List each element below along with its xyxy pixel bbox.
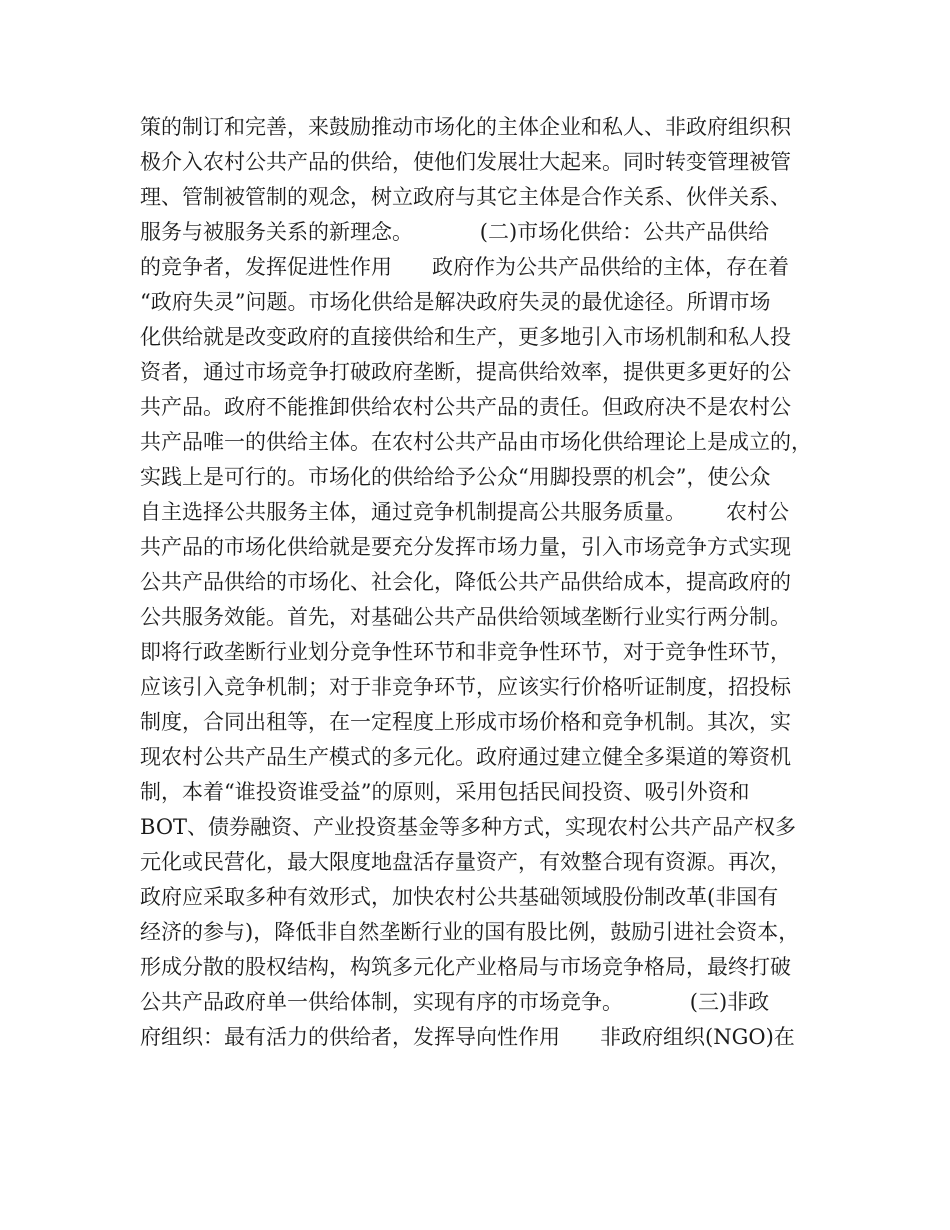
text-line: 服务与被服务关系的新理念。 (二)市场化供给：公共产品供给 [140, 220, 770, 244]
text-line: 应该引入竞争机制；对于非竞争环节，应该实行价格听证制度，招投标 [140, 675, 791, 699]
text-line: 化供给就是改变政府的直接供给和生产，更多地引入市场机制和私人投 [140, 325, 791, 349]
text-line: “政府失灵”问题。市场化供给是解决政府失灵的最优途径。所谓市场 [140, 290, 771, 314]
text-line: 资者，通过市场竞争打破政府垄断，提高供给效率，提供更多更好的公 [140, 360, 791, 384]
text-line: 自主选择公共服务主体，通过竞争机制提高公共服务质量。 农村公 [140, 500, 790, 524]
text-line: 理、管制被管制的观念，树立政府与其它主体是合作关系、伙伴关系、 [140, 185, 791, 209]
text-line: 的竞争者，发挥促进性作用 政府作为公共产品供给的主体，存在着 [140, 255, 790, 279]
text-line: 即将行政垄断行业划分竞争性环节和非竞争性环节，对于竞争性环节， [140, 640, 791, 664]
text-line: 元化或民营化，最大限度地盘活存量资产，有效整合现有资源。再次， [140, 850, 791, 874]
text-line: 共产品唯一的供给主体。在农村公共产品由市场化供给理论上是成立的， [140, 430, 812, 454]
text-line: 极介入农村公共产品的供给，使他们发展壮大起来。同时转变管理被管 [140, 150, 791, 174]
text-line: 政府应采取多种有效形式，加快农村公共基础领域股份制改革(非国有 [140, 885, 779, 909]
text-line: 形成分散的股权结构，构筑多元化产业格局与市场竞争格局，最终打破 [140, 955, 791, 979]
text-line: 公共产品政府单一供给体制，实现有序的市场竞争。 (三)非政 [140, 990, 770, 1014]
text-line: 公共产品供给的市场化、社会化，降低公共产品供给成本，提高政府的 [140, 570, 791, 594]
text-line: 公共服务效能。首先，对基础公共产品供给领域垄断行业实行两分制。 [140, 605, 791, 629]
text-line: 制度，合同出租等，在一定程度上形成市场价格和竞争机制。其次，实 [140, 710, 791, 734]
body-text [140, 110, 830, 1055]
text-line: 共产品。政府不能推卸供给农村公共产品的责任。但政府决不是农村公 [140, 395, 791, 419]
text-line: 共产品的市场化供给就是要充分发挥市场力量，引入市场竞争方式实现 [140, 535, 791, 559]
text-line: 府组织：最有活力的供给者，发挥导向性作用 非政府组织(NGO)在 [140, 1025, 795, 1049]
text-line: 制，本着“谁投资谁受益”的原则，采用包括民间投资、吸引外资和 [140, 780, 750, 804]
text-line: 经济的参与)，降低非自然垄断行业的国有股比例，鼓励引进社会资本， [140, 920, 800, 944]
text-line: 策的制订和完善，来鼓励推动市场化的主体企业和私人、非政府组织积 [140, 115, 791, 139]
text-line: BOT、债券融资、产业投资基金等多种方式，实现农村公共产品产权多 [140, 815, 797, 839]
text-line: 实践上是可行的。市场化的供给给予公众“用脚投票的机会”，使公众 [140, 465, 771, 489]
text-line: 现农村公共产品生产模式的多元化。政府通过建立健全多渠道的筹资机 [140, 745, 791, 769]
